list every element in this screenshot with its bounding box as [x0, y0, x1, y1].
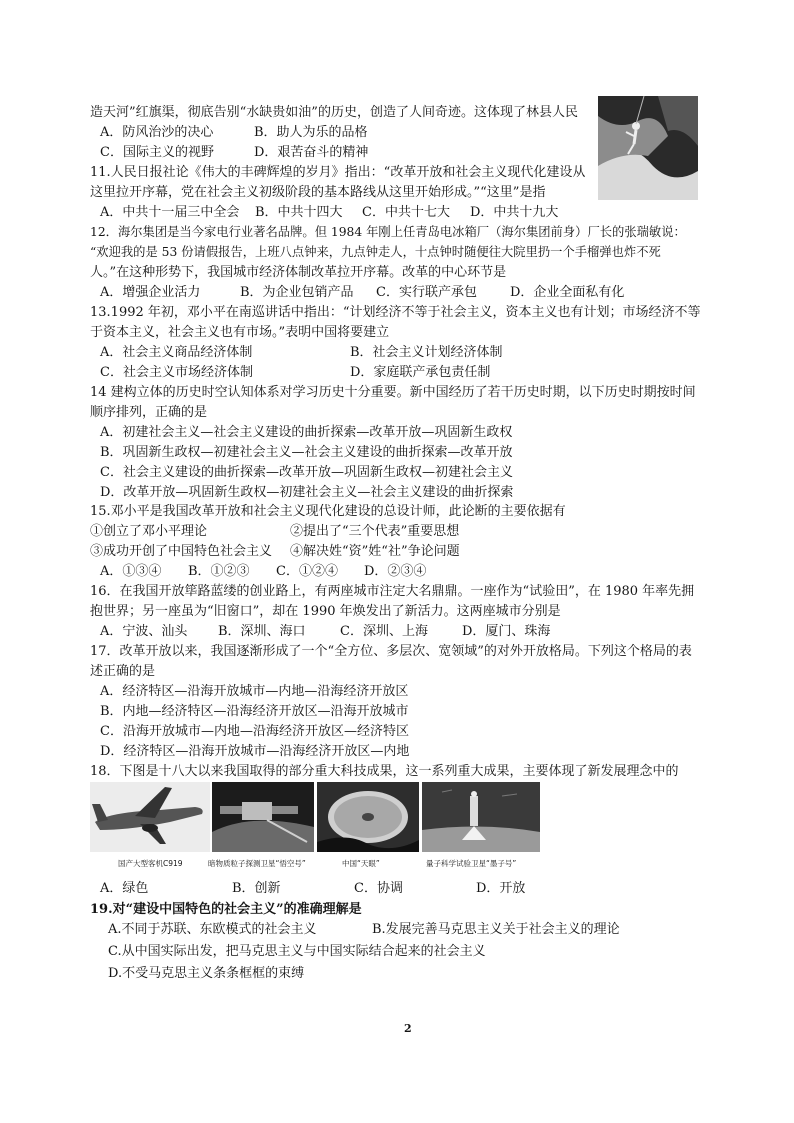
q10-option-d: D．艰苦奋斗的精神 [254, 145, 369, 160]
q15-stem: 15.邓小平是我国改革开放和社会主义现代化建设的总设计师，此论断的主要依据有 [90, 504, 566, 519]
q18-option-c: C．协调 [354, 881, 403, 896]
q13-option-a: A．社会主义商品经济体制 [100, 345, 253, 360]
fast-telescope-photo [317, 782, 419, 852]
q17-option-a: A．经济特区—沿海开放城市—内地—沿海经济开放区 [100, 684, 409, 699]
q11-stem-line-2: 这里拉开序幕，党在社会主义初级阶段的基本路线从这里开始形成。”“这里”是指 [90, 185, 546, 200]
q14-option-a: A．初建社会主义—社会主义建设的曲折探索—改革开放—巩固新生政权 [100, 425, 513, 440]
q17-stem-line-1: 17．改革开放以来，我国逐渐形成了一个“全方位、多层次、宽领域”的对外开放格局。下列这个格局的表 [90, 644, 692, 659]
q19-option-c: C.从中国实际出发，把马克思主义与中国实际结合起来的社会主义 [108, 944, 486, 959]
q11-option-b: B．中共十四大 [255, 205, 343, 220]
q12-option-a: A．增强企业活力 [100, 285, 201, 300]
q17-option-d: D．经济特区—沿海开放城市—沿海经济开放区—内地 [100, 744, 410, 759]
q13-stem-line-2: 于资本主义，社会主义也有市场。”表明中国将要建立 [90, 325, 390, 340]
q15-option-b: B．①②③ [188, 564, 250, 579]
caption-wukong: 暗物质粒子探测卫星“悟空号” [208, 859, 306, 868]
q10-option-c: C．国际主义的视野 [100, 145, 214, 160]
q12-stem-line-1: 12．海尔集团是当今家电行业著名品牌。但 1984 年刚上任青岛电冰箱厂（海尔集团前身）厂长的张瑞敏说： [90, 225, 686, 239]
q12-option-b: B．为企业包销产品 [240, 285, 354, 300]
q19-stem: 19.对“建设中国特色的社会主义”的准确理解是 [90, 902, 362, 917]
q15-option-c: C．①②④ [276, 564, 338, 579]
q17-option-b: B．内地—经济特区—沿海经济开放区—沿海开放城市 [100, 704, 409, 719]
q11-option-d: D．中共十九大 [470, 205, 559, 220]
q12-stem-line-3: 人。”在这种形势下，我国城市经济体制改革拉开序幕。改革的中心环节是 [90, 265, 507, 280]
q13-stem-line-1: 13.1992 年初，邓小平在南巡讲话中指出：“计划经济不等于社会主义，资本主义也有计划；市场经济不等 [90, 305, 701, 320]
q11-stem-line-1: 11.人民日报社论《伟大的丰碑辉煌的岁月》指出：“改革开放和社会主义现代化建设从 [90, 165, 586, 180]
q15-item-1: ①创立了邓小平理论 [90, 524, 208, 539]
c919-airliner-photo [90, 782, 210, 852]
caption-micius: 量子科学试验卫星“墨子号” [426, 859, 517, 868]
q16-option-d: D．厦门、珠海 [462, 624, 551, 639]
q11-option-c: C．中共十七大 [362, 205, 450, 220]
q12-option-c: C．实行联产承包 [376, 285, 477, 300]
q14-option-b: B．巩固新生政权—初建社会主义—社会主义建设的曲折探索—改革开放 [100, 445, 513, 460]
q15-option-d: D．②③④ [364, 564, 427, 579]
q18-option-a: A．绿色 [100, 881, 149, 896]
q18-stem: 18．下图是十八大以来我国取得的部分重大科技成果，这一系列重大成果，主要体现了新发展理念中的 [90, 764, 679, 779]
q18-option-b: B．创新 [232, 881, 281, 896]
q15-option-a: A．①③④ [100, 564, 162, 579]
q12-option-d: D．企业全面私有化 [510, 285, 625, 300]
q14-option-c: C．社会主义建设的曲折探索—改革开放—巩固新生政权—初建社会主义 [100, 465, 513, 480]
q16-option-a: A．宁波、汕头 [100, 624, 188, 639]
q16-stem-line-2: 抱世界；另一座虽为“旧窗口”，却在 1990 年焕发出了新活力。这两座城市分别是 [90, 604, 561, 619]
q15-item-2: ②提出了“三个代表”重要思想 [290, 524, 460, 539]
q16-option-c: C．深圳、上海 [340, 624, 428, 639]
q15-item-3: ③成功开创了中国特色社会主义 [90, 544, 273, 559]
q14-stem-line-2: 顺序排列，正确的是 [90, 405, 208, 420]
q13-option-c: C．社会主义市场经济体制 [100, 365, 253, 380]
q17-stem-line-2: 述正确的是 [90, 664, 156, 679]
caption-fast: 中国“天眼” [342, 859, 380, 868]
q14-stem-line-1: 14 建构立体的历史时空认知体系对学习历史十分重要。新中国经历了若干历史时期，以下历史时期按时间 [90, 385, 696, 400]
caption-c919: 国产大型客机C919 [118, 859, 183, 868]
q17-option-c: C．沿海开放城市—内地—沿海经济开放区—经济特区 [100, 724, 409, 739]
q16-stem-line-1: 16．在我国开放筚路蓝缕的创业路上，有两座城市注定大名鼎鼎。一座作为“试验田”，在 1980 年率先拥 [90, 584, 695, 599]
q16-option-b: B．深圳、海口 [218, 624, 306, 639]
q14-option-d: D．改革开放—巩固新生政权—初建社会主义—社会主义建设的曲折探索 [100, 485, 514, 500]
q18-option-d: D．开放 [476, 881, 526, 896]
q10-stem-tail: 造天河”红旗渠，彻底告别“水缺贵如油”的历史，创造了人间奇迹。这体现了林县人民 [90, 105, 578, 120]
q15-item-4: ④解决姓“资”姓“社”争论问题 [290, 544, 460, 559]
wukong-satellite-photo [212, 782, 314, 852]
page-number: 2 [404, 1022, 412, 1035]
red-flag-canal-photo [598, 96, 698, 200]
q10-option-a: A．防风治沙的决心 [100, 125, 214, 140]
micius-satellite-photo [422, 782, 540, 852]
q12-stem-line-2: “欢迎我的是 53 份请假报告，上班八点钟来，九点钟走人，十点钟时随便往大院里扔一个手榴弹也炸不死 [90, 245, 661, 259]
q19-option-b: B.发展完善马克思主义关于社会主义的理论 [372, 922, 620, 937]
q11-option-a: A．中共十一届三中全会 [100, 205, 240, 220]
q10-option-b: B．助人为乐的品格 [254, 125, 368, 140]
q19-option-a: A.不同于苏联、东欧模式的社会主义 [108, 922, 317, 937]
q13-option-b: B．社会主义计划经济体制 [350, 345, 503, 360]
q19-option-d: D.不受马克思主义条条框框的束缚 [108, 966, 305, 981]
q13-option-d: D．家庭联产承包责任制 [350, 365, 491, 380]
